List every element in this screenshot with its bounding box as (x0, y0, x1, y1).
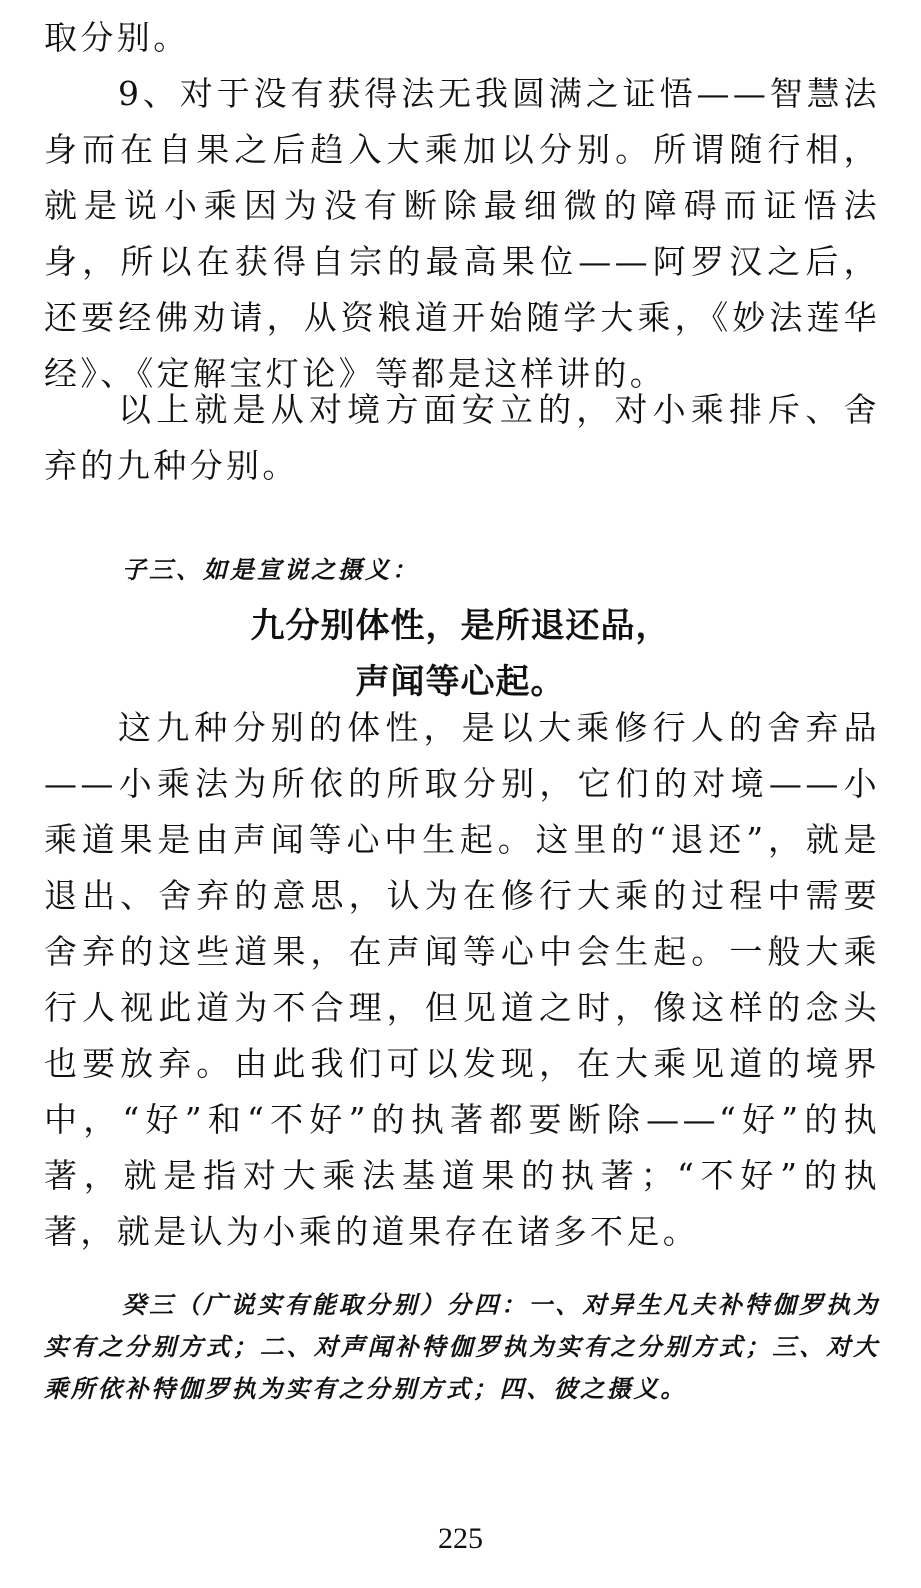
paragraph-summary: 以上就是从对境方面安立的，对小乘排斥、舍弃的九种分别。 (44, 390, 880, 485)
paragraph-continuation: 取分别。 (44, 18, 190, 57)
paragraph-point-9: 9、对于没有获得法无我圆满之证悟——智慧法身而在自果之后趋入大乘加以分别。所谓随行相，就是说小乘因为没有断除最细微的障碍而证悟法身，所以在获得自宗的最高果位——阿罗汉之后，还要经佛劝请，从资粮道开始随学大乘，《妙法莲华经》、《定解宝灯论》等都是这样讲的。 (44, 74, 880, 393)
section-heading: 子三、如是宣说之摄义： (122, 556, 419, 584)
outline-heading: 癸三（广说实有能取分别）分四：一、对异生凡夫补特伽罗执为实有之分别方式；二、对声闻补特伽罗执为实有之分别方式；三、对大乘所依补特伽罗执为实有之分别方式；四、彼之摄义。 (44, 1291, 880, 1403)
page-number: 225 (438, 1522, 483, 1555)
verse-line-1: 九分别体性，是所退还品， (250, 606, 671, 646)
commentary-paragraph: 这九种分别的体性，是以大乘修行人的舍弃品——小乘法为所依的所取分别，它们的对境——小乘道果是由声闻等心中生起。这里的“退还”，就是退出、舍弃的意思，认为在修行大乘的过程中需要舍弃的这些道果，在声闻等心中会生起。一般大乘行人视此道为不合理，但见道之时，像这样的念头也要放弃。由此我们可以发现，在大乘见道的境界中，“好”和“不好”的执著都要断除——“好”的执著，就是指对大乘法基道果的执著；“不好”的执著，就是认为小乘的道果存在诸多不足。 (44, 708, 880, 1251)
verse-line-2: 声闻等心起。 (355, 662, 566, 702)
